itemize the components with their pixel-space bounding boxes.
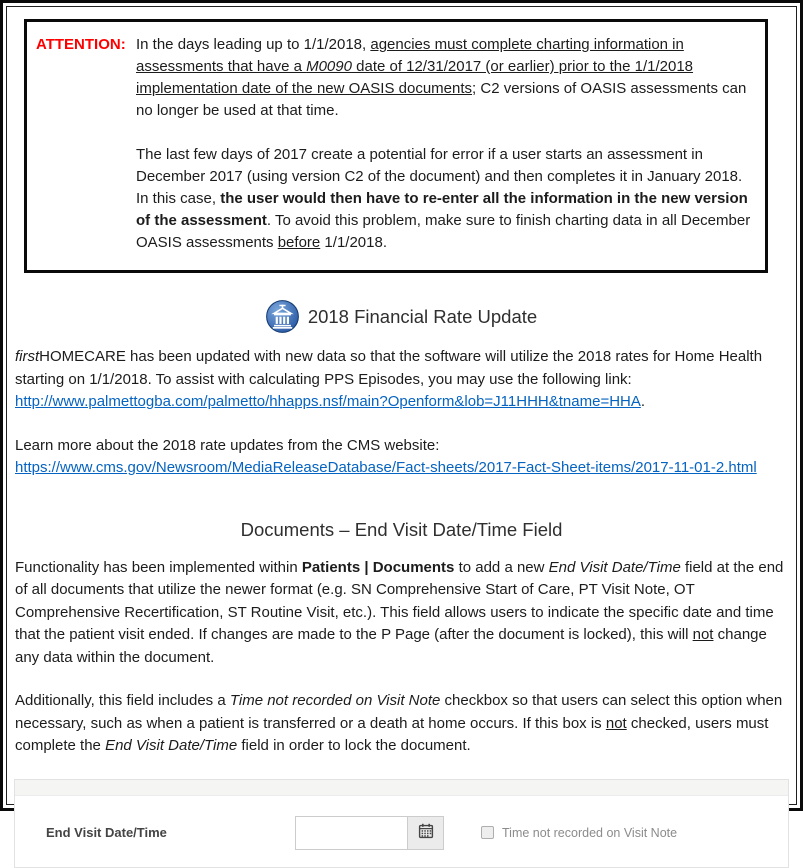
form-panel-body — [15, 796, 788, 850]
page-content — [6, 6, 797, 840]
section-heading-text: 2018 Financial Rate Update — [307, 305, 538, 327]
text-run: In the days leading up to 1/1/2018, — [136, 36, 371, 53]
text-run: before — [277, 234, 321, 251]
hyperlink[interactable]: https://www.cms.gov/Newsroom/MediaReleaseDatabase/Fact-sheets/2017-Fact-Sheet-items/2017-11-01-2.html — [15, 459, 757, 476]
text-run: field at the end of all documents that utilize the newer format (e.g. SN Comprehensive Start of Care, PT Visit Note, OT Comprehensive Recertification, ST Routine Visit, etc.). This field allows users to indicate the specific date and time that the patient visit ended. If changes are made to the P Page (after the document is locked), this will — [15, 558, 784, 643]
text-run: agencies must complete charting information in assessments that have a — [136, 36, 684, 75]
text-run: End Visit Date/Time — [105, 737, 238, 754]
text-run: not — [605, 714, 627, 732]
text-run: field in order to lock the document. — [237, 737, 471, 754]
calendar-picker-button[interactable] — [407, 816, 444, 850]
text-run: checked, users must complete the — [15, 714, 769, 754]
text-run: not — [692, 626, 714, 643]
calendar-icon — [418, 823, 434, 842]
financial-update-paragraph — [12, 346, 791, 414]
text-run: first — [15, 348, 40, 365]
text-run: ; C2 versions of OASIS assessments can no longer be used at that time. — [136, 80, 747, 119]
text-run: Functionality has been implemented within — [15, 558, 302, 576]
time-not-recorded-checkbox[interactable] — [481, 826, 494, 839]
section-heading-financial-rate-update — [12, 300, 791, 333]
text-run: . — [640, 393, 646, 410]
attention-label: ATTENTION: — [36, 36, 126, 53]
attention-paragraph-2 — [136, 144, 753, 254]
hyperlink[interactable]: http://www.palmettogba.com/palmetto/hhapps.nsf/main?Openform&lob=J11HHH&tname=HHA — [15, 393, 641, 410]
text-run: End Visit Date/Time — [548, 558, 681, 576]
text-run: . To avoid this problem, make sure to finish charting data in all December OASIS assessments — [136, 212, 751, 251]
text-run: date of 12/31/2017 (or earlier) prior to the 1/1/2018 implementation date of the new OASIS documents — [136, 58, 694, 97]
text-run: to add a new — [454, 558, 549, 576]
text-run: the user would then have to re-enter all the information in the new version of the assessment — [136, 190, 748, 229]
text-run: The last few days of 2017 create a potential for error if a user starts an assessment in December 2017 (using version C2 of the document) and then completes it in January 2018. In this case, — [136, 146, 743, 207]
bank-icon — [266, 300, 299, 333]
end-visit-functionality-paragraph — [12, 557, 791, 670]
text-run: Additionally, this field includes a — [15, 692, 230, 709]
text-run: Patients | Documents — [301, 558, 455, 576]
checkbox-info-paragraph — [12, 690, 791, 758]
section-heading-text: Documents – End Visit Date/Time Field — [240, 518, 563, 540]
text-run: checkbox so that users can select this option when necessary, such as when a patient is transferred or a death at home occurs. If this box is — [15, 692, 783, 732]
text-run: change any data within the document. — [15, 626, 767, 666]
form-panel-header-strip — [15, 780, 788, 796]
end-visit-date-time-label: End Visit Date/Time — [46, 825, 167, 840]
cms-link-paragraph — [12, 435, 791, 480]
section-heading-end-visit-field — [12, 519, 791, 541]
attention-box — [24, 19, 768, 273]
text-run: Learn more about the 2018 rate updates from the CMS website: — [15, 436, 440, 454]
end-visit-form-panel — [14, 779, 789, 868]
text-run: M0090 — [306, 58, 352, 75]
attention-body — [136, 34, 753, 254]
end-visit-date-input[interactable] — [295, 816, 407, 850]
text-run: HOMECARE has been updated with new data so that the software will utilize the 2018 rates for Home Health starting on 1/1/2018. To assist with calculating PPS Episodes, you may use the following link: — [15, 348, 763, 388]
date-input-group — [295, 816, 444, 850]
time-not-recorded-label: Time not recorded on Visit Note — [502, 825, 678, 840]
time-not-recorded-group — [481, 826, 677, 840]
text-run: Time not recorded on Visit Note — [229, 692, 441, 709]
text-run: 1/1/2018. — [320, 234, 387, 251]
attention-paragraph-1 — [136, 34, 753, 122]
